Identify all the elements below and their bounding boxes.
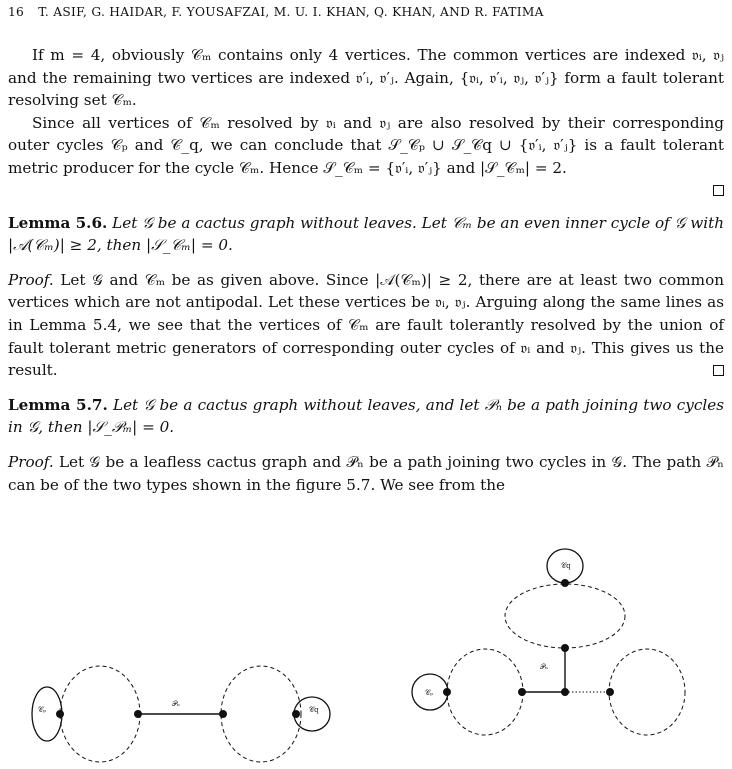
label-pn-right: 𝒫ₙ — [540, 663, 549, 671]
cycle-right-dashed — [221, 666, 301, 762]
lemma-5-6 — [8, 212, 724, 257]
proof-5-6-title: Proof. — [8, 270, 54, 289]
vertex — [607, 689, 614, 696]
vertex — [135, 711, 142, 718]
lemma-5-7-statement: Let 𝒢 be a cactus graph without leaves, and let 𝒫ₙ be a path joining two cycles in 𝒢, then |𝒮_𝒫ₘ| = 0. — [8, 395, 725, 437]
page-number: 16 — [8, 5, 25, 19]
paragraph-m4-case: If m = 4, obviously 𝒞ₘ contains only 4 vertices. The common vertices are indexed 𝔳ᵢ, 𝔳ⱼ and the remaining two vertices are indexed 𝔳′ᵢ, 𝔳′ⱼ. Again, {𝔳ᵢ, 𝔳′ᵢ, 𝔳ⱼ, 𝔳′ⱼ} form a fault tolerant resolving set 𝒞ₘ. — [8, 46, 724, 110]
proof-5-7 — [8, 451, 724, 496]
label-pn-left: 𝒫ₙ — [172, 700, 181, 708]
proof-5-7-title: Proof. — [8, 452, 54, 471]
running-header — [8, 5, 724, 19]
figure-path-types — [0, 546, 732, 769]
figure-left-path-type — [32, 666, 330, 762]
vertex — [562, 689, 569, 696]
cycle-left-dashed — [60, 666, 140, 762]
label-cq-left: 𝒞q — [309, 706, 319, 714]
lemma-5-7-title: Lemma 5.7. — [8, 395, 108, 414]
lemma-5-6-statement: Let 𝒢 be a cactus graph without leaves. Let 𝒞ₘ be an even inner cycle of 𝒢 with |𝒜(𝒞ₘ)| ≥ 2, then |𝒮_𝒞ₘ| = 0. — [8, 213, 724, 255]
vertex — [293, 711, 300, 718]
lemma-5-7 — [8, 394, 724, 439]
vertex — [519, 689, 526, 696]
qed-square-icon — [713, 365, 724, 376]
label-cp-right: 𝒞ₚ — [425, 689, 433, 697]
qed-square-icon — [713, 185, 724, 196]
label-cq-right: 𝒞q — [561, 562, 571, 570]
vertex — [444, 689, 451, 696]
proof-5-7-text: Let 𝒢 be a leafless cactus graph and 𝒫ₙ be a path joining two cycles in 𝒢. The path 𝒫ₙ can be of the two types shown in the figure 5.7. We see from the — [8, 452, 724, 494]
proof-5-6-text: Let 𝒢 and 𝒞ₘ be as given above. Since |𝒜(𝒞ₘ)| ≥ 2, there are at least two common vertices which are not antipodal. Let these vertices be 𝔳ᵢ, 𝔳ⱼ. Arguing along the same lines as in Lemma 5.4, we see that the vertices of 𝒞ₘ are fault tolerantly resolved by the union of fault tolerant metric generators of corresponding outer cycles of 𝔳ᵢ and 𝔳ⱼ. This gives us the result. — [8, 270, 725, 380]
vertex — [562, 580, 569, 587]
qed-line — [8, 180, 724, 200]
vertex — [220, 711, 227, 718]
vertex — [57, 711, 64, 718]
proof-5-6 — [8, 269, 724, 382]
label-cp-left: 𝒞ₚ — [38, 706, 46, 714]
figure-right-path-type — [412, 549, 685, 735]
cycle-right-dashed-right — [609, 649, 685, 735]
paragraph-outer-cycles: Since all vertices of 𝒞ₘ resolved by 𝔳ᵢ and 𝔳ⱼ are also resolved by their corresponding outer cycles 𝒞ₚ and 𝒞_q, we can conclude that 𝒮_𝒞ₚ ∪ 𝒮_𝒞q ∪ {𝔳′ᵢ, 𝔳′ⱼ} is a fault tolerant metric producer for the cycle 𝒞ₘ. Hence 𝒮_𝒞ₘ = {𝔳′ᵢ, 𝔳′ⱼ} and |𝒮_𝒞ₘ| = 2. — [8, 113, 724, 177]
author-list: T. ASIF, G. HAIDAR, F. YOUSAFZAI, M. U. I. KHAN, Q. KHAN, AND R. FATIMA — [38, 5, 544, 19]
lemma-5-6-title: Lemma 5.6. — [8, 213, 108, 232]
main-text — [8, 44, 724, 496]
vertex — [562, 645, 569, 652]
cycle-top-dashed — [505, 584, 625, 648]
cycle-left-dashed-right — [447, 649, 523, 735]
